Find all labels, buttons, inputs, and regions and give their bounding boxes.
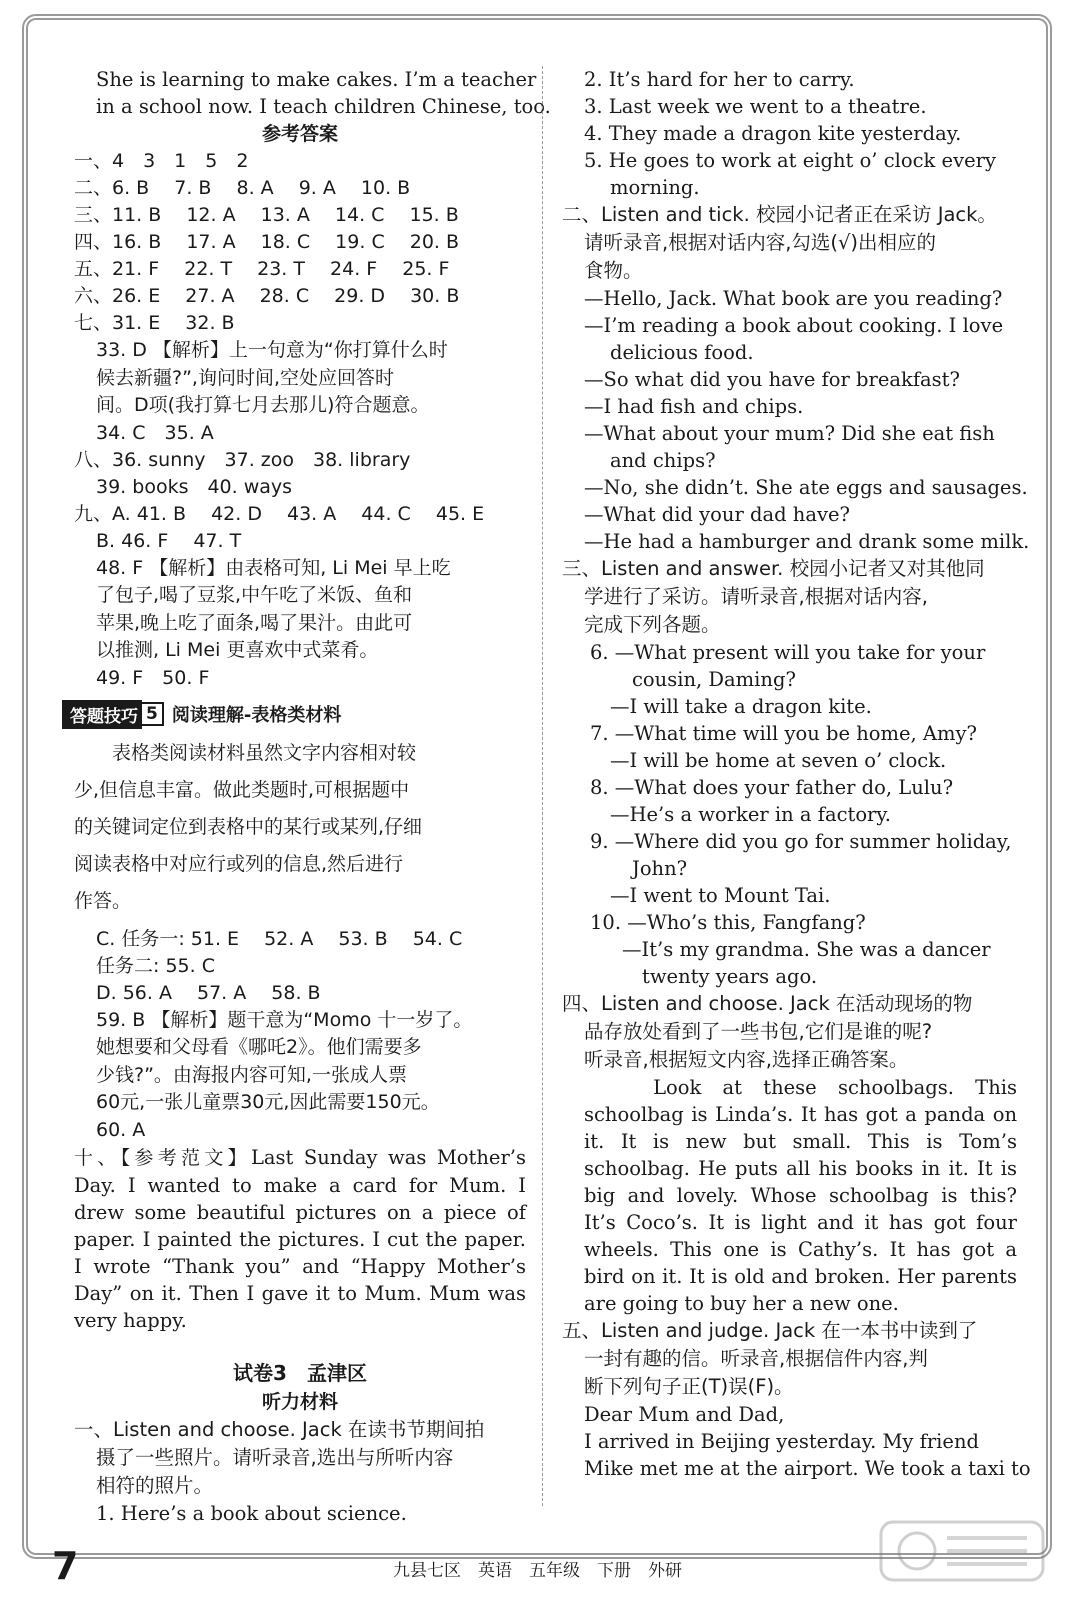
dialog-2-line-9: —What did your dad have? bbox=[584, 503, 850, 526]
essay-heading: 十、【参考范文】 bbox=[74, 1146, 251, 1169]
section-5-line-3: 断下列句子正(T)误(F)。 bbox=[584, 1375, 794, 1398]
q8-line-1: 8. —What does your father do, Lulu? bbox=[590, 776, 954, 799]
tip-badge: 答题技巧 bbox=[62, 700, 142, 729]
section-2-line-2: 请听录音,根据对话内容,勾选(√)出相应的 bbox=[584, 231, 937, 254]
item-5-cont: morning. bbox=[610, 176, 700, 199]
answer-48-line-3: 苹果,晚上吃了面条,喝了果汁。由此可 bbox=[96, 611, 413, 634]
q8-line-2: —He’s a worker in a factory. bbox=[610, 803, 892, 826]
answer-41: 九、A. 41. B 42. D 43. A 44. C 45. E bbox=[74, 502, 485, 525]
listening-title: 听力材料 bbox=[261, 1391, 338, 1413]
answer-51: C. 任务一: 51. E 52. A 53. B 54. C bbox=[96, 927, 463, 950]
answer-56: D. 56. A 57. A 58. B bbox=[96, 981, 321, 1004]
tip-number: 5 bbox=[140, 702, 164, 726]
tip-line-1: 表格类阅读材料虽然文字内容相对较 bbox=[74, 741, 417, 764]
dialog-2-line-4: —So what did you have for breakfast? bbox=[584, 368, 960, 391]
q6-line-1: 6. —What present will you take for your bbox=[590, 641, 986, 664]
q6-line-2: cousin, Daming? bbox=[632, 668, 796, 691]
answer-60: 60. A bbox=[96, 1118, 146, 1141]
q9-line-3: —I went to Mount Tai. bbox=[610, 884, 831, 907]
dialog-2-line-10: —He had a hamburger and drank some milk. bbox=[584, 530, 1030, 553]
tip-line-5: 作答。 bbox=[74, 889, 132, 912]
answers-heading: 参考答案 bbox=[261, 123, 338, 145]
page-number: 7 bbox=[52, 1544, 79, 1588]
tip-title: 阅读理解-表格类材料 bbox=[171, 705, 342, 726]
tip-banner bbox=[62, 700, 526, 729]
letter-line-2: Mike met me at the airport. We took a taxi to bbox=[584, 1457, 1031, 1480]
q10-line-2: —It’s my grandma. She was a dancer bbox=[622, 938, 991, 961]
section-1-line-1: 一、Listen and choose. Jack 在读书节期间拍 bbox=[74, 1418, 485, 1441]
dialog-2-line-8: —No, she didn’t. She ate eggs and sausages. bbox=[584, 476, 1028, 499]
item-3: 3. Last week we went to a theatre. bbox=[584, 95, 927, 118]
dialog-2-line-2: —I’m reading a book about cooking. I love bbox=[584, 314, 1004, 337]
q10-line-3: twenty years ago. bbox=[642, 965, 818, 988]
answer-34: 34. C 35. A bbox=[96, 421, 214, 444]
item-2: 2. It’s hard for her to carry. bbox=[584, 68, 855, 91]
answer-49: 49. F 50. F bbox=[96, 666, 210, 689]
section-5-line-1: 五、Listen and judge. Jack 在一本书中读到了 bbox=[562, 1319, 978, 1342]
q7-line-2: —I will be home at seven o’ clock. bbox=[610, 749, 947, 772]
answer-33-line-2: 候去新疆?”,询问时间,空处应回答时 bbox=[96, 366, 395, 389]
passage-4: Look at these schoolbags. This schoolbag is Linda’s. It has got a panda on it. It is new but small. This is Tom’s schoolbag. He puts all his books in it. It is big and lovely. Whose schoolbag is this? It’s Coco’s. It is light and it has got four wheels. This one is Cathy’s. It has got a bird on it. It is old and broken. Her parents are going to buy her a new one. bbox=[584, 1076, 1017, 1315]
item-5: 5. He goes to work at eight o’ clock every bbox=[584, 149, 996, 172]
dialog-2-line-3: delicious food. bbox=[610, 341, 754, 364]
tip-line-2: 少,但信息丰富。做此类题时,可根据题中 bbox=[74, 778, 410, 801]
section-2-line-3: 食物。 bbox=[584, 259, 643, 282]
answer-55: 任务二: 55. C bbox=[96, 954, 215, 977]
letter-greeting: Dear Mum and Dad, bbox=[584, 1403, 785, 1426]
column-divider bbox=[542, 66, 543, 1506]
section-1-line-2: 摄了一些照片。请听录音,选出与所听内容 bbox=[96, 1446, 454, 1469]
q6-line-3: —I will take a dragon kite. bbox=[610, 695, 872, 718]
answer-33-line-3: 间。D项(我打算七月去那儿)符合题意。 bbox=[96, 394, 430, 416]
left-column bbox=[70, 66, 551, 1527]
footer-text: 九县七区 英语 五年级 下册 外研 bbox=[393, 1561, 682, 1581]
answer-48-line-4: 以推测, Li Mei 更喜欢中式菜肴。 bbox=[96, 639, 379, 661]
section-4-line-2: 品存放处看到了一些书包,它们是谁的呢? bbox=[584, 1020, 933, 1043]
tip-line-4: 阅读表格中对应行或列的信息,然后进行 bbox=[74, 852, 404, 875]
answer-row-2: 二、6. B 7. B 8. A 9. A 10. B bbox=[74, 177, 411, 199]
item-4: 4. They made a dragon kite yesterday. bbox=[584, 122, 962, 145]
answer-row-7: 七、31. E 32. B bbox=[74, 312, 235, 334]
answer-row-3: 三、11. B 12. A 13. A 14. C 15. B bbox=[74, 204, 459, 226]
answer-39: 39. books 40. ways bbox=[96, 475, 293, 498]
section-3-line-1: 三、Listen and answer. 校园小记者又对其他同 bbox=[562, 557, 985, 580]
dialog-2-line-7: and chips? bbox=[610, 449, 716, 472]
paper-title: 试卷3 孟津区 bbox=[233, 1361, 367, 1385]
dialog-2-line-5: —I had fish and chips. bbox=[584, 395, 804, 418]
letter-line-1: I arrived in Beijing yesterday. My friend bbox=[584, 1430, 979, 1453]
answer-row-5: 五、21. F 22. T 23. T 24. F 25. F bbox=[74, 258, 450, 280]
answer-33-line-1: 33. D 【解析】上一句意为“你打算什么时 bbox=[96, 339, 448, 361]
section-3-line-3: 完成下列各题。 bbox=[584, 613, 721, 636]
answer-48-line-2: 了包子,喝了豆浆,中午吃了米饭、鱼和 bbox=[96, 584, 413, 606]
answer-48-line-1: 48. F 【解析】由表格可知, Li Mei 早上吃 bbox=[96, 556, 451, 579]
q7-line-1: 7. —What time will you be home, Amy? bbox=[590, 722, 977, 745]
answer-row-6: 六、26. E 27. A 28. C 29. D 30. B bbox=[74, 285, 460, 307]
section-4-line-1: 四、Listen and choose. Jack 在活动现场的物 bbox=[562, 992, 973, 1015]
answer-row-1: 一、4 3 1 5 2 bbox=[74, 150, 249, 172]
watermark-logo-icon bbox=[877, 1516, 1047, 1586]
intro-line-1: She is learning to make cakes. I’m a teacher bbox=[96, 68, 537, 91]
answer-row-4: 四、16. B 17. A 18. C 19. C 20. B bbox=[74, 231, 460, 253]
item-1: 1. Here’s a book about science. bbox=[96, 1502, 407, 1525]
answer-59-line-3: 少钱?”。由海报内容可知,一张成人票 bbox=[96, 1063, 407, 1086]
dialog-2-line-1: —Hello, Jack. What book are you reading? bbox=[584, 287, 1003, 310]
tip-line-3: 的关键词定位到表格中的某行或某列,仔细 bbox=[74, 815, 423, 838]
essay bbox=[74, 1144, 526, 1335]
section-4-line-3: 听录音,根据短文内容,选择正确答案。 bbox=[584, 1048, 909, 1071]
section-2-line-1: 二、Listen and tick. 校园小记者正在采访 Jack。 bbox=[562, 203, 997, 226]
section-3-line-2: 学进行了采访。请听录音,根据对话内容, bbox=[584, 585, 928, 608]
dialog-2-line-6: —What about your mum? Did she eat fish bbox=[584, 422, 995, 445]
answer-36: 八、36. sunny 37. zoo 38. library bbox=[74, 448, 411, 471]
q9-line-1: 9. —Where did you go for summer holiday, bbox=[590, 830, 1012, 853]
answer-59-line-1: 59. B 【解析】题干意为“Momo 十一岁了。 bbox=[96, 1008, 473, 1031]
answer-46: B. 46. F 47. T bbox=[96, 529, 242, 552]
answer-59-line-4: 60元,一张儿童票30元,因此需要150元。 bbox=[96, 1091, 440, 1113]
essay-text: Last Sunday was Mother’s Day. I wanted to make a card for Mum. I drew some beautiful pictures on a piece of paper. I painted the pictures. I cut the paper. I wrote “Thank you” and “Happy Mother’s Day” on it. Then I gave it to Mum. Mum was very happy. bbox=[74, 1145, 526, 1332]
answer-59-line-2: 她想要和父母看《哪吒2》。他们需要多 bbox=[96, 1036, 422, 1058]
section-5-line-2: 一封有趣的信。听录音,根据信件内容,判 bbox=[584, 1347, 928, 1370]
intro-line-2: in a school now. I teach children Chinese, too. bbox=[96, 95, 551, 118]
q10-line-1: 10. —Who’s this, Fangfang? bbox=[590, 911, 866, 934]
q9-line-2: John? bbox=[632, 857, 688, 880]
right-column bbox=[562, 66, 1031, 1482]
section-1-line-3: 相符的照片。 bbox=[96, 1474, 214, 1497]
